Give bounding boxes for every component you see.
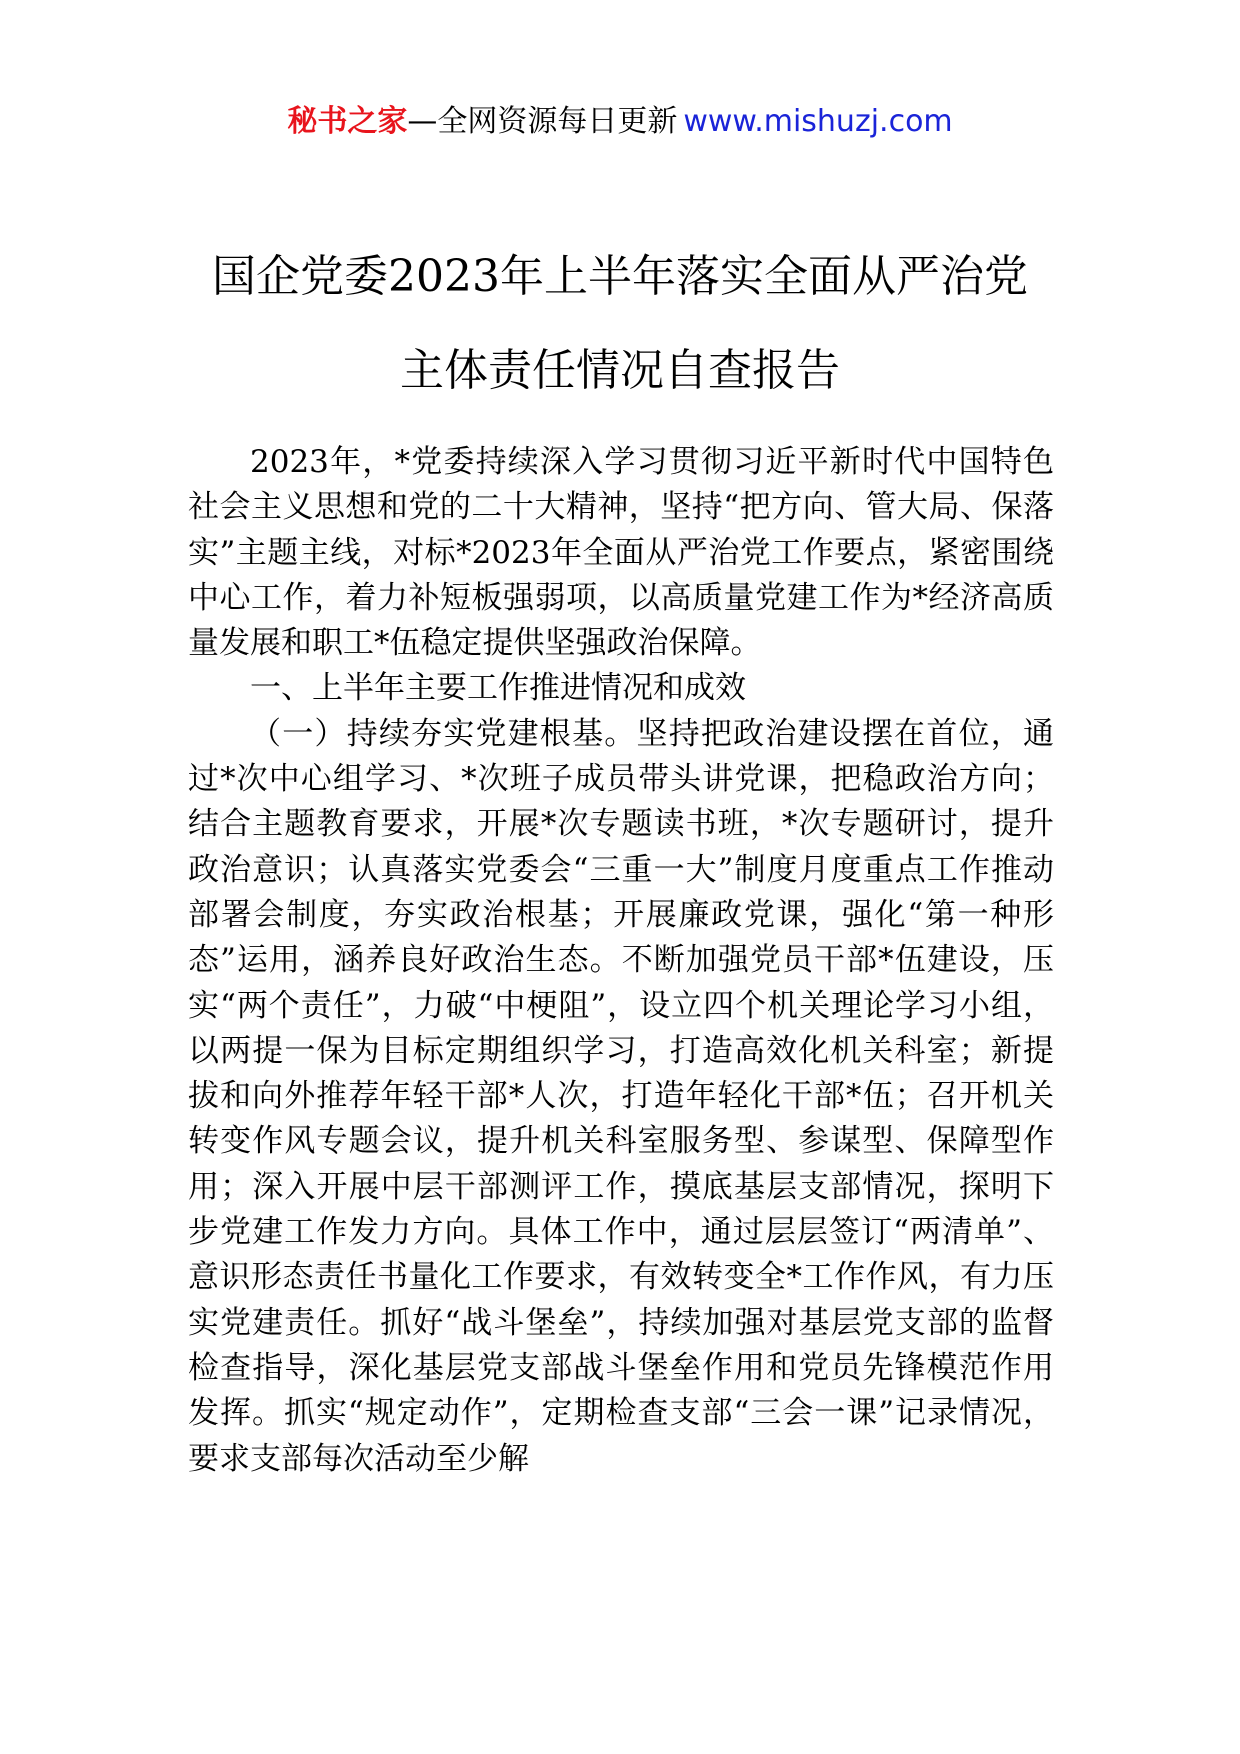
document-title-line-2: 主体责任情况自查报告 bbox=[400, 345, 840, 396]
site-brand: 秘书之家 bbox=[287, 104, 408, 139]
document-title-line-1: 国企党委2023年上半年落实全面从严治党 bbox=[212, 251, 1028, 302]
site-url-link[interactable]: www.mishuzj.com bbox=[683, 104, 953, 139]
document-title bbox=[150, 230, 1090, 418]
section-paragraph: （一）持续夯实党建根基。坚持把政治建设摆在首位，通过*次中心组学习、*次班子成员带头讲党课，把稳政治方向；结合主题教育要求，开展*次专题读书班，*次专题研讨，提升政治意识；认真落实党委会“三重一大”制度月度重点工作推动部署会制度，夯实政治根基；开展廉政党课，强化“第一种形态”运用，涵养良好政治生态。不断加强党员干部*伍建设，压实“两个责任”，力破“中梗阻”，设立四个机关理论学习小组，以两提一保为目标定期组织学习，打造高效化机关科室；新提拔和向外推荐年轻干部*人次，打造年轻化干部*伍；召开机关转变作风专题会议，提升机关科室服务型、参谋型、保障型作用；深入开展中层干部测评工作，摸底基层支部情况，探明下步党建工作发力方向。具体工作中，通过层层签订“两清单”、意识形态责任书量化工作要求，有效转变全*工作作风，有力压实党建责任。抓好“战斗堡垒”，持续加强对基层党支部的监督检查指导，深化基层党支部战斗堡垒作用和党员先锋模范作用发挥。抓实“规定动作”，定期检查支部“三会一课”记录情况，要求支部每次活动至少解 bbox=[188, 715, 1054, 1477]
site-tagline: —全网资源每日更新 bbox=[407, 104, 678, 139]
document-body bbox=[188, 440, 1054, 1482]
intro-paragraph: 2023年，*党委持续深入学习贯彻习近平新时代中国特色社会主义思想和党的二十大精神，坚持“把方向、管大局、保落实”主题主线，对标*2023年全面从严治党工作要点，紧密围绕中心工作，着力补短板强弱项，以高质量党建工作为*经济高质量发展和职工*伍稳定提供坚强政治保障。 bbox=[188, 444, 1054, 662]
site-header bbox=[0, 100, 1240, 144]
section-heading: 一、上半年主要工作推进情况和成效 bbox=[250, 670, 746, 707]
